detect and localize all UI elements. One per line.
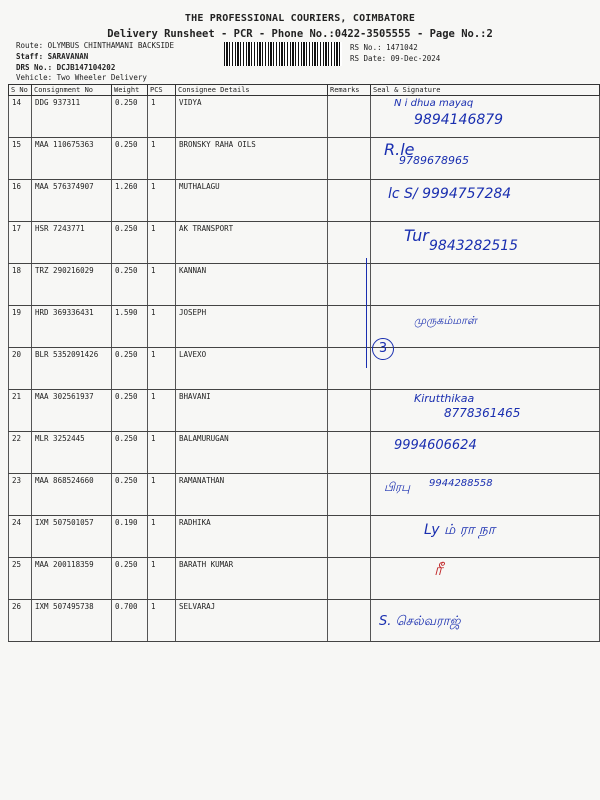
table-row xyxy=(9,600,600,642)
table-header-row xyxy=(9,85,600,96)
handwritten-signature xyxy=(374,392,596,430)
cell-pcs: 1 xyxy=(148,390,176,432)
cell-consignee: BARATH KUMAR xyxy=(176,558,328,600)
cell-consignee: SELVARAJ xyxy=(176,600,328,642)
cell-weight: 0.250 xyxy=(112,558,148,600)
cell-consignee: KANNAN xyxy=(176,264,328,306)
cell-weight: 1.590 xyxy=(112,306,148,348)
cell-pcs: 1 xyxy=(148,306,176,348)
col-signature: Seal & Signature xyxy=(371,85,600,96)
cell-pcs: 1 xyxy=(148,138,176,180)
cell-signature xyxy=(371,390,600,432)
table-row xyxy=(9,180,600,222)
cell-consignee: AK TRANSPORT xyxy=(176,222,328,264)
handwritten-signature xyxy=(374,560,596,598)
cell-consignment-no: MLR 3252445 xyxy=(32,432,112,474)
cell-sno: 20 xyxy=(9,348,32,390)
signature-ink-text: S. செல்வராஜ் xyxy=(379,614,461,629)
signature-ink-text: 9843282515 xyxy=(429,238,519,254)
cell-remarks xyxy=(328,432,371,474)
col-weight: Weight xyxy=(112,85,148,96)
cell-consignment-no: MAA 200118359 xyxy=(32,558,112,600)
cell-sno: 22 xyxy=(9,432,32,474)
signature-ink-text: lc S/ 9994757284 xyxy=(388,186,512,202)
company-title: THE PROFESSIONAL COURIERS, COIMBATORE xyxy=(184,13,416,24)
cell-weight: 0.190 xyxy=(112,516,148,558)
cell-consignment-no: MAA 868524660 xyxy=(32,474,112,516)
cell-weight: 0.250 xyxy=(112,96,148,138)
cell-remarks xyxy=(328,180,371,222)
cell-consignee: VIDYA xyxy=(176,96,328,138)
cell-consignment-no: HRD 369336431 xyxy=(32,306,112,348)
cell-pcs: 1 xyxy=(148,558,176,600)
cell-consignment-no: TRZ 290216029 xyxy=(32,264,112,306)
table-row xyxy=(9,516,600,558)
handwritten-signature xyxy=(374,224,596,262)
cell-consignment-no: BLR 5352091426 xyxy=(32,348,112,390)
handwritten-signature xyxy=(374,308,596,346)
col-remarks: Remarks xyxy=(328,85,371,96)
cell-signature xyxy=(371,516,600,558)
cell-remarks xyxy=(328,390,371,432)
cell-consignment-no: MAA 110675363 xyxy=(32,138,112,180)
vehicle-label: Vehicle: Two Wheeler Delivery xyxy=(16,73,147,82)
handwritten-signature xyxy=(374,182,596,220)
cell-sno: 26 xyxy=(9,600,32,642)
table-row xyxy=(9,348,600,390)
signature-ink-text: ரீ xyxy=(434,560,443,579)
col-consignment: Consignment No xyxy=(32,85,112,96)
handwritten-signature xyxy=(374,518,596,556)
cell-consignee: BHAVANI xyxy=(176,390,328,432)
table-row xyxy=(9,474,600,516)
table-row xyxy=(9,432,600,474)
cell-signature xyxy=(371,474,600,516)
cell-sno: 25 xyxy=(9,558,32,600)
cell-pcs: 1 xyxy=(148,516,176,558)
cell-consignee: MUTHALAGU xyxy=(176,180,328,222)
cell-remarks xyxy=(328,96,371,138)
signature-ink-text: 9789678965 xyxy=(399,154,469,167)
signature-ink-text: 9994606624 xyxy=(394,438,477,453)
barcode-image xyxy=(224,42,342,66)
cell-weight: 0.250 xyxy=(112,432,148,474)
handwritten-signature xyxy=(374,350,596,388)
cell-sno: 21 xyxy=(9,390,32,432)
cell-remarks xyxy=(328,516,371,558)
cell-weight: 0.250 xyxy=(112,264,148,306)
table-row xyxy=(9,96,600,138)
cell-consignee: LAVEXO xyxy=(176,348,328,390)
cell-weight: 0.250 xyxy=(112,138,148,180)
handwritten-signature xyxy=(374,602,596,640)
cell-consignment-no: IXM 507495738 xyxy=(32,600,112,642)
cell-weight: 0.700 xyxy=(112,600,148,642)
staff-label: Staff: SARAVANAN xyxy=(16,52,89,61)
col-pcs: PCS xyxy=(148,85,176,96)
cell-pcs: 1 xyxy=(148,474,176,516)
cell-signature xyxy=(371,600,600,642)
cell-sno: 23 xyxy=(9,474,32,516)
cell-consignment-no: MAA 302561937 xyxy=(32,390,112,432)
runsheet-table xyxy=(8,84,600,642)
cell-sno: 18 xyxy=(9,264,32,306)
table-row xyxy=(9,222,600,264)
handwritten-signature xyxy=(374,98,596,136)
signature-ink-text: முருகம்மாள் xyxy=(414,314,477,327)
handwritten-signature xyxy=(374,140,596,178)
table-row xyxy=(9,264,600,306)
signature-ink-text: N i dhua mayaq xyxy=(394,98,474,109)
cell-signature xyxy=(371,138,600,180)
cell-consignee: BRONSKY RAHA OILS xyxy=(176,138,328,180)
circled-number-mark: 3 xyxy=(372,338,394,360)
cell-pcs: 1 xyxy=(148,432,176,474)
cell-sno: 15 xyxy=(9,138,32,180)
cell-signature xyxy=(371,180,600,222)
handwritten-signature xyxy=(374,434,596,472)
signature-ink-text: R.le xyxy=(384,140,415,159)
cell-sno: 19 xyxy=(9,306,32,348)
cell-consignee: RAMANATHAN xyxy=(176,474,328,516)
cell-sno: 14 xyxy=(9,96,32,138)
signature-ink-text: Ly ம் ரா நா xyxy=(424,522,496,538)
cell-consignment-no: DDG 937311 xyxy=(32,96,112,138)
rs-date-label: RS Date: 09-Dec-2024 xyxy=(350,54,441,63)
cell-pcs: 1 xyxy=(148,180,176,222)
cell-sno: 16 xyxy=(9,180,32,222)
col-consignee: Consignee Details xyxy=(176,85,328,96)
cell-consignee: RADHIKA xyxy=(176,516,328,558)
route-label: Route: OLYMBUS CHINTHAMANI BACKSIDE xyxy=(16,41,175,50)
bracket-ink-mark xyxy=(358,258,367,368)
cell-weight: 0.250 xyxy=(112,222,148,264)
cell-signature xyxy=(371,558,600,600)
cell-consignee: JOSEPH xyxy=(176,306,328,348)
signature-ink-text: Kirutthikaa xyxy=(414,392,475,405)
cell-pcs: 1 xyxy=(148,264,176,306)
cell-pcs: 1 xyxy=(148,348,176,390)
table-row xyxy=(9,138,600,180)
cell-remarks xyxy=(328,138,371,180)
cell-remarks xyxy=(328,558,371,600)
cell-signature xyxy=(371,348,600,390)
handwritten-signature xyxy=(374,266,596,304)
cell-weight: 0.250 xyxy=(112,390,148,432)
cell-pcs: 1 xyxy=(148,222,176,264)
signature-ink-text: பிரபு xyxy=(384,480,411,494)
cell-weight: 1.260 xyxy=(112,180,148,222)
cell-consignment-no: MAA 576374907 xyxy=(32,180,112,222)
cell-pcs: 1 xyxy=(148,96,176,138)
signature-ink-text: 8778361465 xyxy=(444,406,521,420)
table-row xyxy=(9,558,600,600)
cell-signature xyxy=(371,432,600,474)
cell-signature xyxy=(371,264,600,306)
rs-no-label: RS No.: 1471042 xyxy=(350,43,418,52)
table-row xyxy=(9,390,600,432)
cell-consignment-no: IXM 507501057 xyxy=(32,516,112,558)
drs-label: DRS No.: DCJB147104202 xyxy=(16,63,116,72)
cell-remarks xyxy=(328,474,371,516)
cell-signature xyxy=(371,306,600,348)
cell-remarks xyxy=(328,600,371,642)
runsheet-subtitle: Delivery Runsheet - PCR - Phone No.:0422-3505555 - Page No.:2 xyxy=(107,28,493,40)
handwritten-signature xyxy=(374,476,596,514)
signature-ink-text: Tur xyxy=(404,226,429,245)
col-sno: S No xyxy=(9,85,32,96)
cell-pcs: 1 xyxy=(148,600,176,642)
cell-weight: 0.250 xyxy=(112,474,148,516)
table-row xyxy=(9,306,600,348)
cell-consignment-no: HSR 7243771 xyxy=(32,222,112,264)
cell-sno: 17 xyxy=(9,222,32,264)
cell-signature xyxy=(371,222,600,264)
cell-sno: 24 xyxy=(9,516,32,558)
signature-ink-text: 9944288558 xyxy=(429,478,493,489)
cell-signature xyxy=(371,96,600,138)
cell-consignee: BALAMURUGAN xyxy=(176,432,328,474)
cell-weight: 0.250 xyxy=(112,348,148,390)
signature-ink-text: 9894146879 xyxy=(414,112,504,128)
